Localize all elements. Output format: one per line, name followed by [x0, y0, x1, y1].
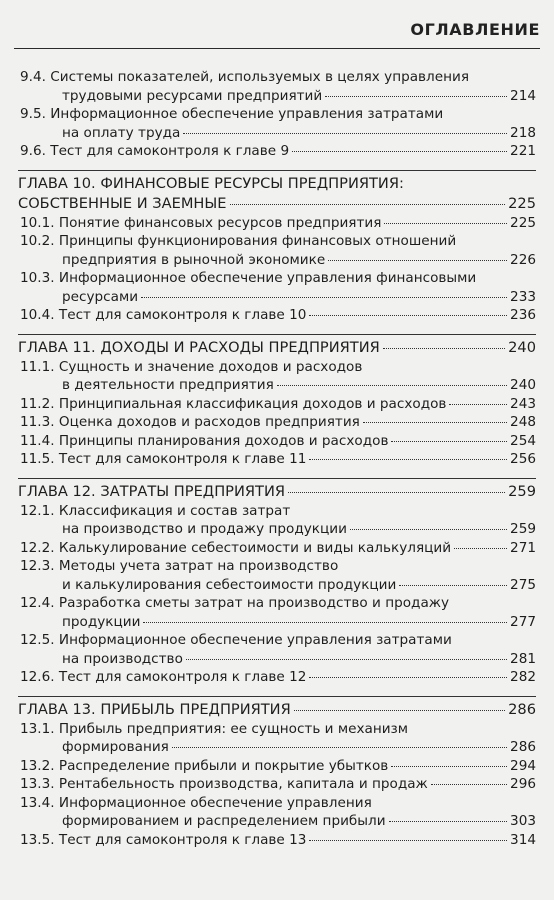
toc-entry — [20, 432, 536, 451]
toc-entry-text: 11.1. Сущность и значение доходов и расходов — [20, 358, 363, 375]
toc-entry-text: 13.2. Распределение прибыли и покрытие убытков — [20, 757, 389, 774]
toc-line — [20, 358, 536, 377]
table-of-contents — [18, 68, 536, 849]
toc-entry — [20, 502, 536, 539]
chapter-title — [18, 338, 536, 358]
toc-entry-text: на производство — [62, 650, 183, 667]
page-number: 225 — [510, 214, 536, 231]
toc-entry-text: 9.4. Системы показателей, используемых в целях управления — [20, 69, 470, 85]
dot-leader — [383, 348, 505, 349]
toc-line — [18, 338, 536, 358]
toc-entry-text: 10.2. Принципы функционирования финансовых отношений — [20, 233, 457, 249]
toc-line — [20, 432, 536, 451]
toc-line — [20, 413, 536, 432]
dot-leader — [294, 710, 505, 711]
page-number: 294 — [510, 757, 536, 774]
toc-line — [20, 502, 536, 521]
chapter-divider — [18, 696, 536, 697]
page-number: 259 — [510, 521, 536, 537]
toc-line — [20, 395, 536, 414]
toc-entry-text: 12.3. Методы учета затрат на производство — [20, 558, 339, 574]
page-number: 303 — [510, 813, 536, 829]
toc-entry — [20, 358, 536, 395]
page-number: 286 — [510, 739, 536, 755]
page-number: 259 — [508, 482, 536, 500]
chapter-title — [18, 482, 536, 502]
toc-entry-text: 9.6. Тест для самоконтроля к главе 9 — [20, 143, 290, 159]
dot-leader — [431, 784, 507, 785]
toc-entry — [20, 557, 536, 594]
toc-entry — [20, 831, 536, 850]
toc-entry-text: 11.3. Оценка доходов и расходов предприятия — [20, 414, 360, 430]
toc-entry-text: 11.4. Принципы планирования доходов и расходов — [20, 432, 389, 449]
header-title: ОГЛАВЛЕНИЕ — [410, 20, 540, 39]
toc-line — [20, 269, 536, 288]
toc-entry-text: 13.5. Тест для самоконтроля к главе 13 — [20, 831, 307, 848]
toc-entry — [20, 594, 536, 631]
toc-entry-text: формированием и распределением прибыли — [62, 813, 386, 829]
toc-entry-text: продукции — [62, 613, 141, 630]
page-number: 243 — [510, 395, 536, 412]
dot-leader — [449, 404, 507, 405]
toc-entry-text: 12.6. Тест для самоконтроля к главе 12 — [20, 669, 307, 685]
page-number: 296 — [510, 776, 536, 792]
running-header — [14, 0, 540, 49]
toc-line — [20, 775, 536, 794]
toc-entry — [20, 794, 536, 831]
toc-line — [20, 576, 536, 595]
page-number: 271 — [510, 539, 536, 556]
chapter-title — [18, 174, 536, 214]
dot-leader — [186, 659, 507, 660]
toc-entry-text: предприятия в рыночной экономике — [62, 251, 326, 268]
dot-leader — [141, 297, 507, 298]
toc-entry-text: 11.5. Тест для самоконтроля к главе 11 — [20, 451, 307, 467]
toc-entry-text: 13.4. Информационное обеспечение управления — [20, 794, 372, 811]
toc-entry-text: ресурсами — [62, 288, 139, 305]
toc-entry — [20, 269, 536, 306]
chapter-divider — [18, 478, 536, 479]
spacer — [18, 687, 536, 696]
toc-entry — [20, 413, 536, 432]
toc-line — [18, 174, 536, 194]
dot-leader — [183, 133, 507, 134]
toc-line — [20, 450, 536, 469]
page-number: 236 — [510, 307, 536, 323]
toc-line — [18, 194, 536, 214]
toc-line — [20, 720, 536, 739]
toc-line — [20, 831, 536, 850]
toc-entry-text: 10.3. Информационное обеспечение управления финансовыми — [20, 270, 477, 286]
page-number: 214 — [510, 87, 536, 104]
toc-entry-text: 12.2. Калькулирование себестоимости и виды калькуляций — [20, 539, 452, 556]
toc-line — [20, 738, 536, 757]
toc-entry-text: 13.1. Прибыль предприятия: ее сущность и механизм — [20, 720, 409, 737]
toc-entry-text: ГЛАВА 13. ПРИБЫЛЬ ПРЕДПРИЯТИЯ — [18, 700, 291, 718]
page-number: 281 — [510, 650, 536, 667]
dot-leader — [309, 677, 507, 678]
page-number: 240 — [510, 377, 536, 393]
chapter-divider — [18, 170, 536, 171]
dot-leader — [391, 441, 507, 442]
toc-line — [20, 124, 536, 143]
spacer — [18, 325, 536, 334]
toc-entry — [20, 214, 536, 233]
toc-entry — [20, 720, 536, 757]
toc-line — [20, 306, 536, 325]
dot-leader — [288, 492, 505, 493]
dot-leader — [309, 315, 507, 316]
dot-leader — [230, 204, 506, 205]
toc-entry — [20, 775, 536, 794]
toc-entry-text: 10.1. Понятие финансовых ресурсов предприятия — [20, 214, 382, 231]
toc-line — [20, 613, 536, 632]
spacer — [18, 469, 536, 478]
toc-line — [18, 700, 536, 720]
toc-entry-text: формирования — [62, 739, 169, 755]
toc-entry-text: и калькулирования себестоимости продукции — [62, 576, 397, 593]
toc-line — [20, 87, 536, 106]
page-number: 286 — [508, 700, 536, 718]
page-number: 218 — [510, 124, 536, 141]
page-number: 277 — [510, 613, 536, 630]
toc-entry — [20, 306, 536, 325]
toc-line — [20, 757, 536, 776]
dot-leader — [325, 96, 507, 97]
toc-entry-text: ГЛАВА 11. ДОХОДЫ И РАСХОДЫ ПРЕДПРИЯТИЯ — [18, 338, 380, 356]
chapter-divider — [18, 334, 536, 335]
toc-entry-text: 10.4. Тест для самоконтроля к главе 10 — [20, 307, 307, 323]
toc-line — [20, 594, 536, 613]
toc-entry-text: 11.2. Принципиальная классификация доходов и расходов — [20, 395, 447, 412]
dot-leader — [309, 459, 507, 460]
toc-line — [20, 650, 536, 669]
page-number: 233 — [510, 288, 536, 305]
dot-leader — [350, 529, 507, 530]
dot-leader — [454, 548, 507, 549]
dot-leader — [384, 223, 507, 224]
toc-entry-text: 12.5. Информационное обеспечение управления затратами — [20, 632, 452, 648]
dot-leader — [172, 747, 507, 748]
toc-entry-text: 12.1. Классификация и состав затрат — [20, 502, 291, 519]
toc-line — [20, 557, 536, 576]
toc-entry-text: трудовыми ресурсами предприятий — [62, 87, 323, 104]
chapter-title — [18, 700, 536, 720]
toc-entry — [20, 395, 536, 414]
page-number: 240 — [508, 338, 536, 356]
page-number: 225 — [508, 194, 536, 212]
dot-leader — [389, 821, 508, 822]
toc-line — [20, 142, 536, 161]
toc-line — [20, 631, 536, 650]
toc-entry — [20, 631, 536, 668]
toc-line — [20, 520, 536, 539]
toc-line — [20, 251, 536, 270]
toc-entry — [20, 142, 536, 161]
dot-leader — [277, 385, 507, 386]
toc-entry-text: 12.4. Разработка сметы затрат на производство и продажу — [20, 595, 450, 611]
dot-leader — [309, 840, 507, 841]
dot-leader — [391, 766, 507, 767]
toc-entry-text: 13.3. Рентабельность производства, капитала и продаж — [20, 776, 428, 792]
page-number: 256 — [510, 451, 536, 467]
toc-entry — [20, 232, 536, 269]
toc-entry — [20, 450, 536, 469]
toc-line — [20, 232, 536, 251]
toc-line — [20, 214, 536, 233]
toc-entry-text: ГЛАВА 12. ЗАТРАТЫ ПРЕДПРИЯТИЯ — [18, 482, 286, 500]
toc-line — [18, 482, 536, 502]
page-number: 282 — [510, 669, 536, 685]
toc-entry-text: в деятельности предприятия — [62, 377, 274, 393]
toc-entry-text: СОБСТВЕННЫЕ И ЗАЕМНЫЕ — [18, 194, 227, 212]
dot-leader — [143, 622, 507, 623]
toc-entry-text: 9.5. Информационное обеспечение управления затратами — [20, 106, 444, 122]
page-number: 314 — [510, 831, 536, 848]
dot-leader — [292, 151, 507, 152]
spacer — [18, 161, 536, 170]
dot-leader — [328, 260, 507, 261]
toc-line — [20, 794, 536, 813]
toc-line — [20, 668, 536, 687]
toc-line — [20, 68, 536, 87]
page-number: 248 — [510, 414, 536, 430]
toc-entry — [20, 539, 536, 558]
toc-entry-text: на оплату труда — [62, 124, 181, 141]
toc-entry-text: на производство и продажу продукции — [62, 521, 347, 537]
page-number: 275 — [510, 576, 536, 593]
page-number: 221 — [510, 143, 536, 159]
toc-entry — [20, 757, 536, 776]
dot-leader — [399, 585, 507, 586]
page-number: 226 — [510, 251, 536, 268]
toc-line — [20, 539, 536, 558]
toc-line — [20, 376, 536, 395]
toc-line — [20, 105, 536, 124]
toc-entry-text: ГЛАВА 10. ФИНАНСОВЫЕ РЕСУРСЫ ПРЕДПРИЯТИЯ: — [18, 174, 404, 192]
toc-entry — [20, 68, 536, 105]
toc-entry — [20, 668, 536, 687]
page-number: 254 — [510, 432, 536, 449]
dot-leader — [363, 422, 507, 423]
toc-line — [20, 812, 536, 831]
toc-entry — [20, 105, 536, 142]
toc-line — [20, 288, 536, 307]
